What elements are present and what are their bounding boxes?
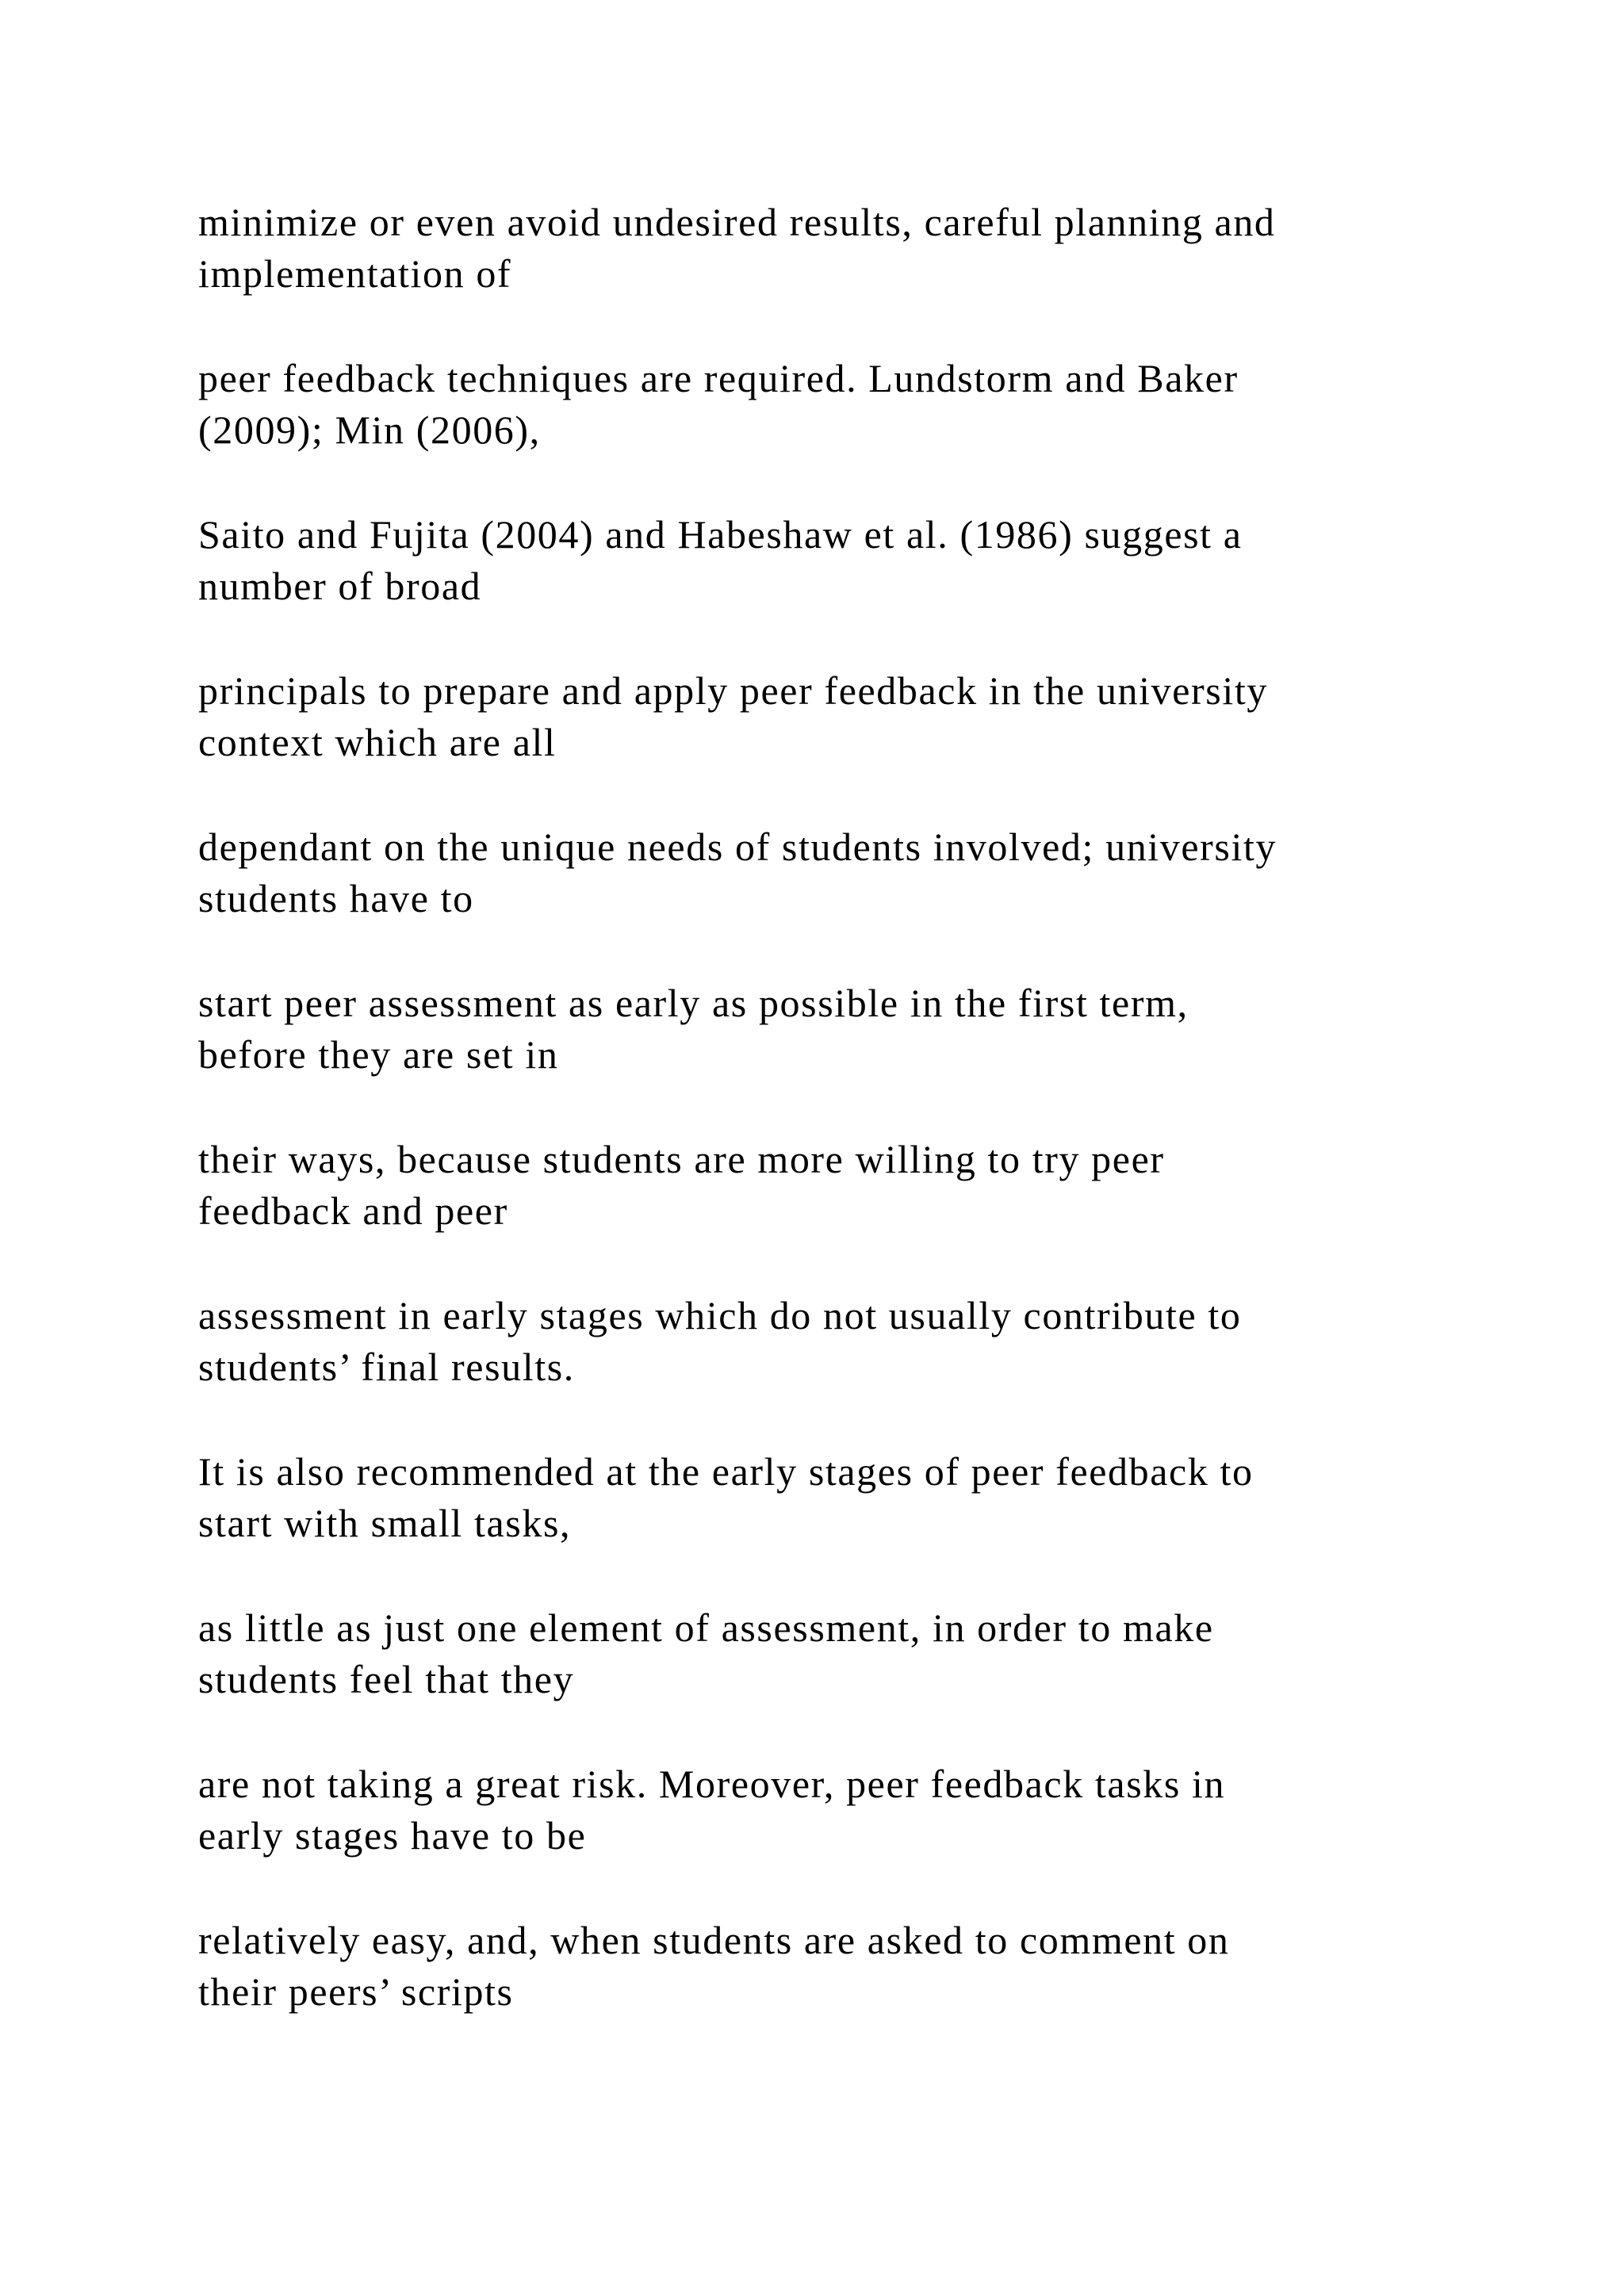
paragraph-line: relatively easy, and, when students are asked to comment on: [198, 1918, 1230, 1962]
paragraph-line: principals to prepare and apply peer feedback in the university: [198, 668, 1268, 713]
paragraph-line: their ways, because students are more willing to try peer: [198, 1137, 1165, 1181]
paragraph-line: as little as just one element of assessment, in order to make: [198, 1605, 1214, 1650]
paragraph-line: peer feedback techniques are required. Lundstorm and Baker: [198, 356, 1239, 400]
paragraph-12: [198, 1915, 1499, 2018]
paragraph-6: [198, 978, 1499, 1081]
paragraph-11: [198, 1758, 1499, 1862]
paragraph-1: [198, 197, 1499, 300]
paragraph-4: [198, 665, 1499, 768]
paragraph-line: It is also recommended at the early stages of peer feedback to: [198, 1449, 1254, 1494]
paragraph-line: implementation of: [198, 251, 512, 296]
paragraph-3: [198, 509, 1499, 612]
paragraph-line: assessment in early stages which do not usually contribute to: [198, 1293, 1242, 1337]
document-body: [198, 197, 1499, 2071]
paragraph-line: start peer assessment as early as possible in the first term,: [198, 981, 1189, 1025]
paragraph-line: students’ final results.: [198, 1345, 575, 1389]
paragraph-line: feedback and peer: [198, 1188, 508, 1233]
paragraph-line: students have to: [198, 876, 474, 920]
paragraph-7: [198, 1134, 1499, 1237]
paragraph-line: their peers’ scripts: [198, 1969, 514, 2014]
paragraph-5: [198, 821, 1499, 924]
paragraph-line: (2009); Min (2006),: [198, 408, 541, 452]
paragraph-line: number of broad: [198, 564, 482, 608]
paragraph-line: start with small tasks,: [198, 1501, 572, 1545]
paragraph-9: [198, 1446, 1499, 1549]
paragraph-2: [198, 353, 1499, 456]
paragraph-line: before they are set in: [198, 1032, 559, 1077]
paragraph-8: [198, 1290, 1499, 1393]
paragraph-10: [198, 1602, 1499, 1705]
paragraph-line: minimize or even avoid undesired results, careful planning and: [198, 200, 1276, 244]
paragraph-line: early stages have to be: [198, 1813, 587, 1858]
paragraph-line: are not taking a great risk. Moreover, peer feedback tasks in: [198, 1762, 1226, 1806]
paragraph-line: dependant on the unique needs of students involved; university: [198, 825, 1277, 869]
paragraph-line: students feel that they: [198, 1657, 575, 1701]
paragraph-line: Saito and Fujita (2004) and Habeshaw et al. (1986) suggest a: [198, 512, 1243, 557]
paragraph-line: context which are all: [198, 720, 557, 764]
